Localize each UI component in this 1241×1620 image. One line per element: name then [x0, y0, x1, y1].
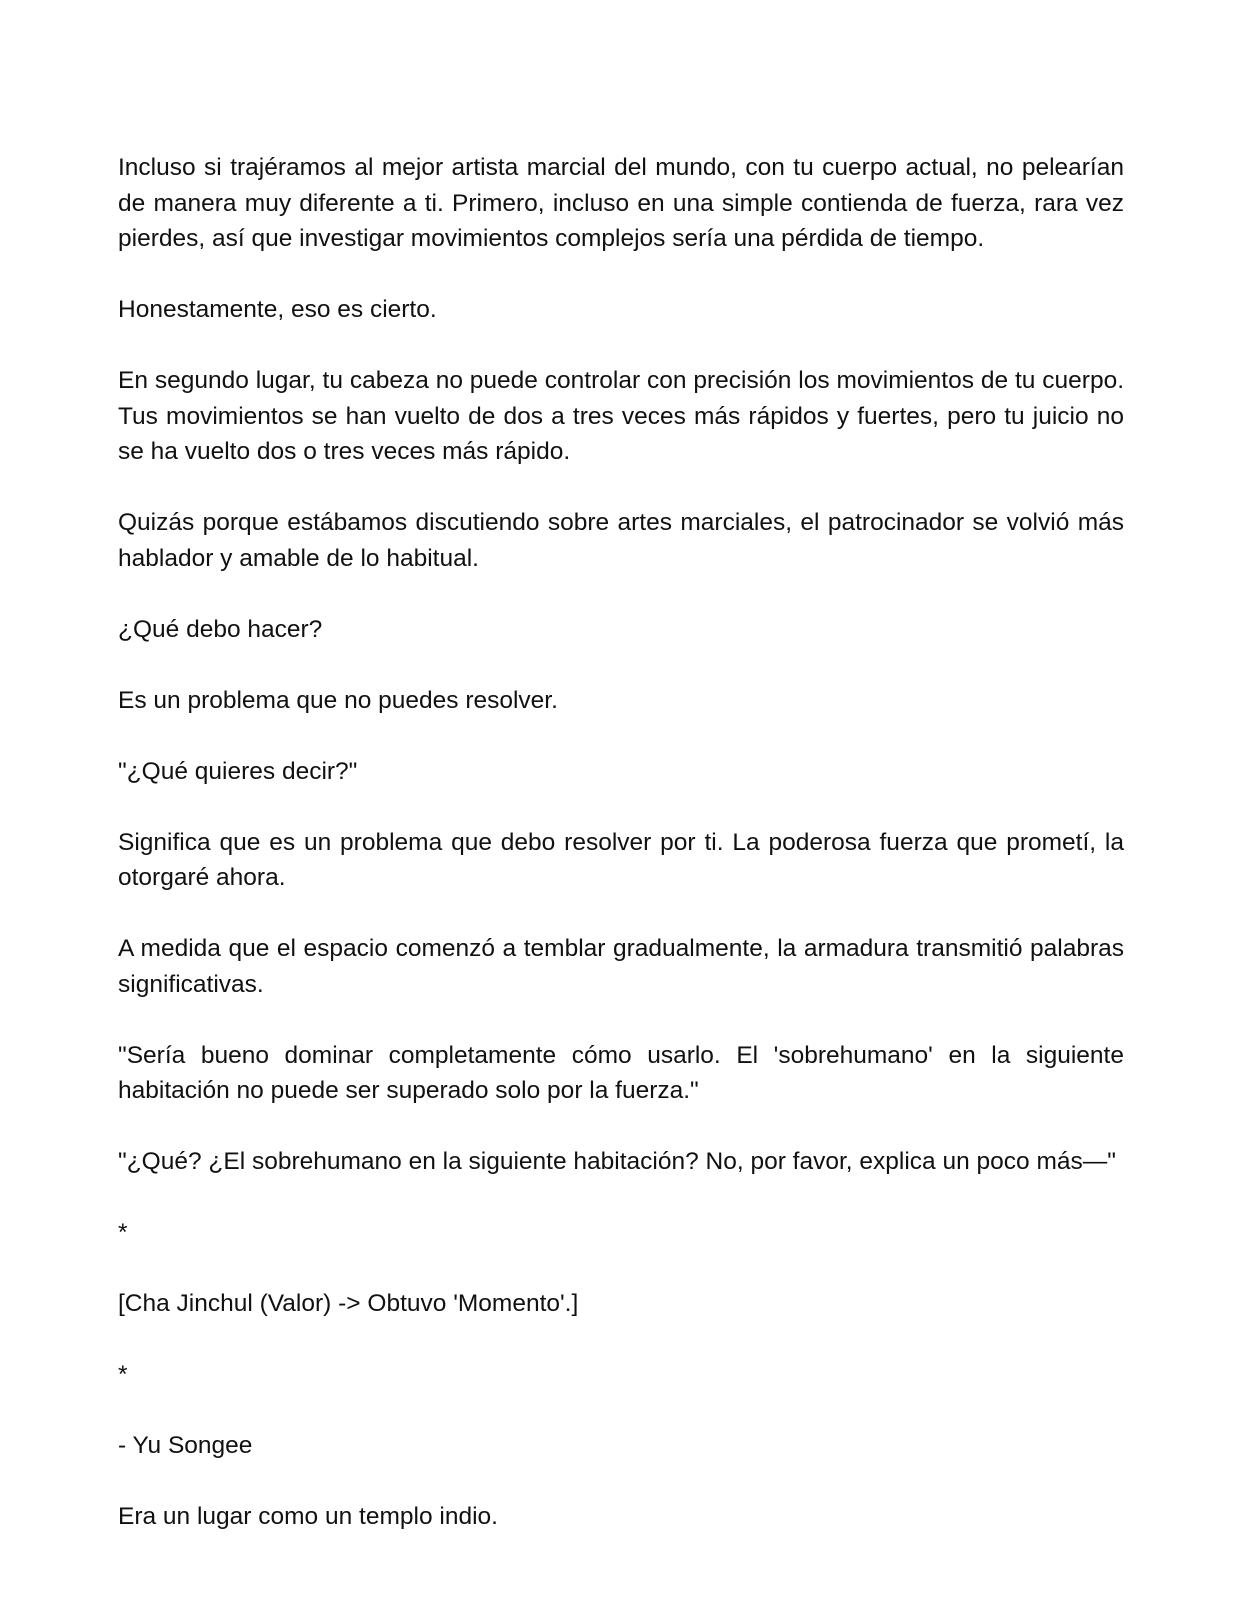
paragraph-12: Era un lugar como un templo indio. [118, 1503, 498, 1530]
paragraph-8: Significa que es un problema que debo resolver por ti. La poderosa fuerza que prometí, la otorgaré ahora. [118, 828, 1124, 891]
paragraph-2: Honestamente, eso es cierto. [118, 296, 437, 323]
scene-break-2: * [118, 1361, 128, 1388]
paragraph-11: "¿Qué? ¿El sobrehumano en la siguiente habitación? No, por favor, explica un poco más—" [118, 1148, 1116, 1175]
paragraph-1: Incluso si trajéramos al mejor artista marcial del mundo, con tu cuerpo actual, no pelearían de manera muy diferente a ti. Primero, incluso en una simple contienda de fuerza, rara vez pierdes, así que investigar movimientos complejos sería una pérdida de tiempo. [118, 154, 1124, 252]
scene-break-1: * [118, 1219, 128, 1246]
paragraph-5: ¿Qué debo hacer? [118, 615, 323, 643]
paragraph-10: "Sería bueno dominar completamente cómo usarlo. El 'sobrehumano' en la siguiente habitación no puede ser superado solo por la fuerza." [118, 1041, 1124, 1104]
system-message: [Cha Jinchul (Valor) -> Obtuvo 'Momento'.] [118, 1290, 579, 1317]
document-body [118, 150, 1124, 1570]
paragraph-4: Quizás porque estábamos discutiendo sobre artes marciales, el patrocinador se volvió más hablador y amable de lo habitual. [118, 509, 1124, 572]
section-heading: - Yu Songee [118, 1432, 253, 1459]
paragraph-6: Es un problema que no puedes resolver. [118, 686, 558, 714]
paragraph-9: A medida que el espacio comenzó a temblar gradualmente, la armadura transmitió palabras significativas. [118, 935, 1124, 998]
paragraph-7: "¿Qué quieres decir?" [118, 757, 358, 785]
paragraph-3: En segundo lugar, tu cabeza no puede controlar con precisión los movimientos de tu cuerpo. Tus movimientos se han vuelto de dos a tres veces más rápidos y fuertes, pero tu juicio no se ha vuelto dos o tres veces más rápido. [118, 367, 1124, 465]
